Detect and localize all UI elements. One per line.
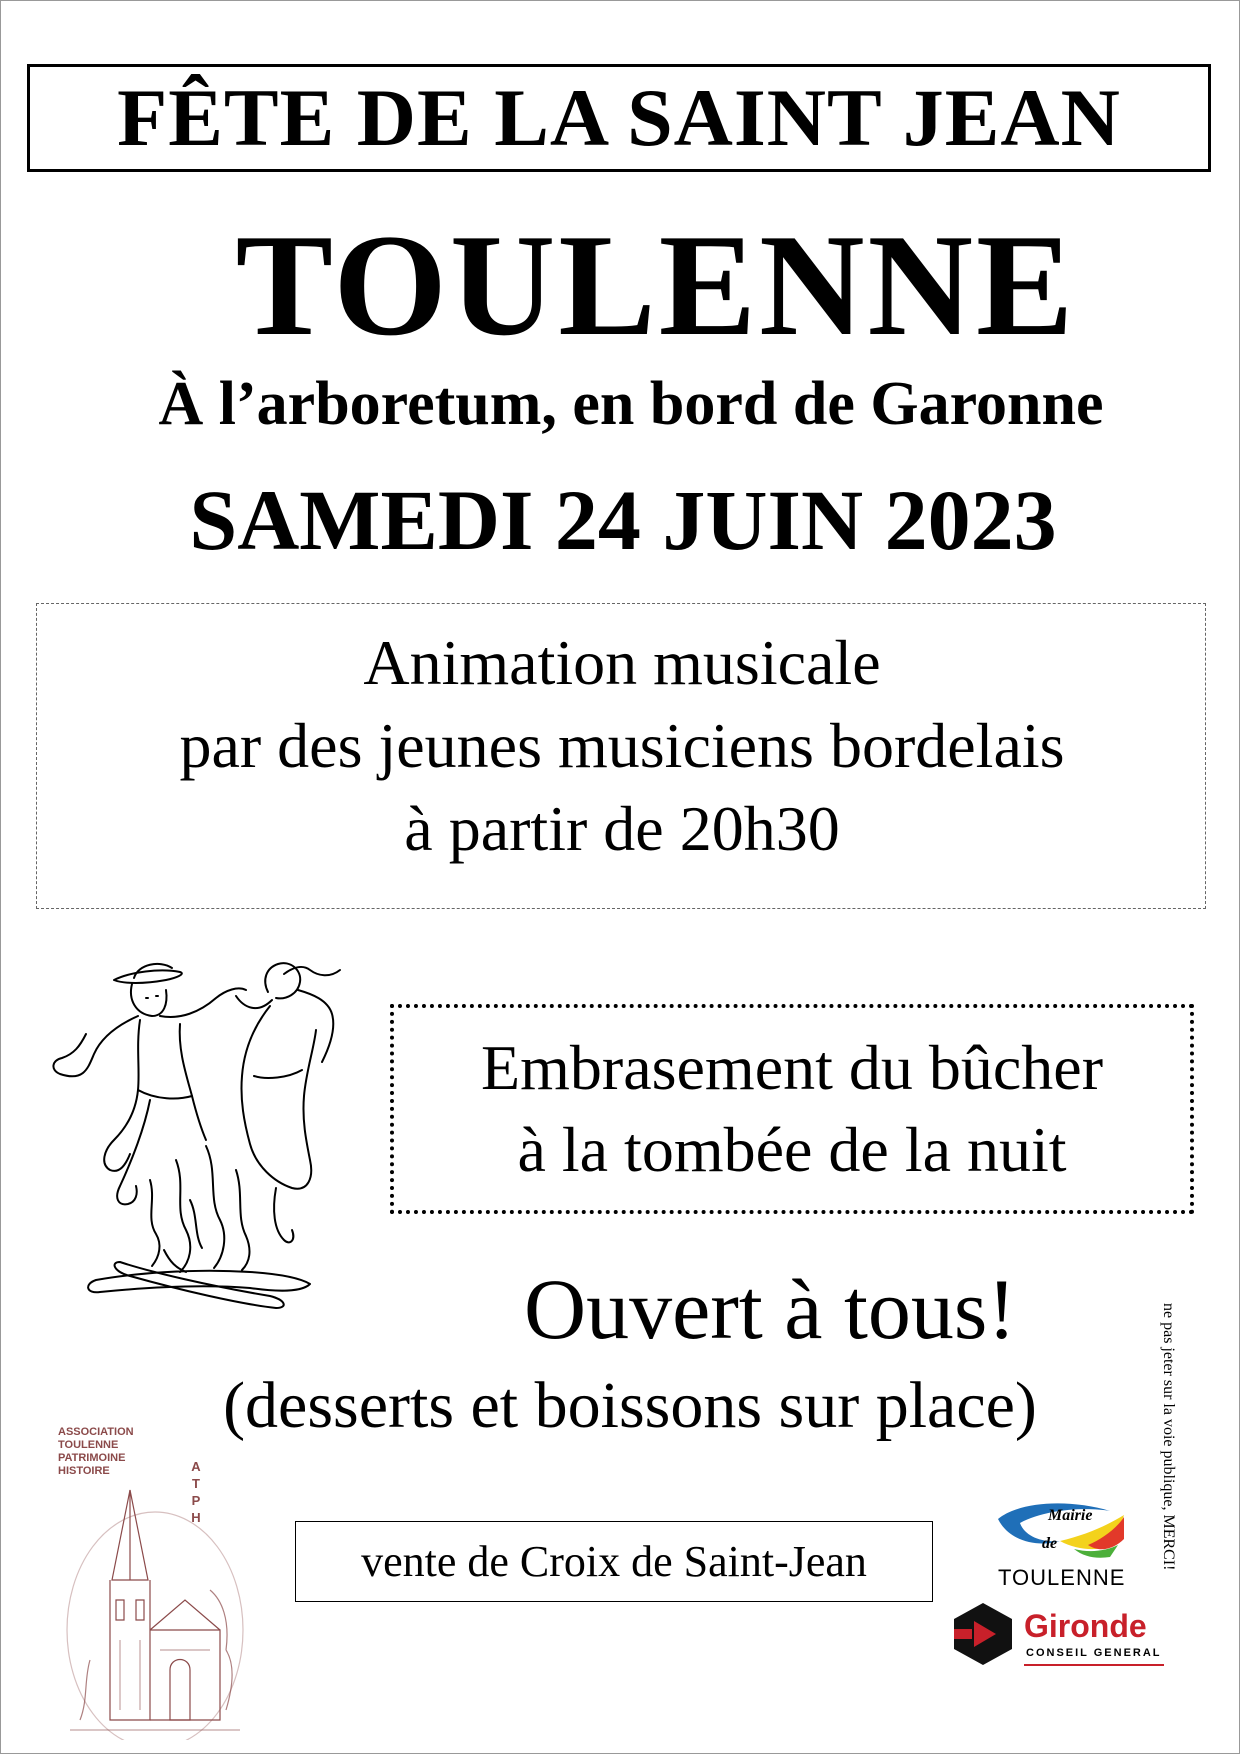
atph-letter-h: H (191, 1510, 201, 1525)
atph-line-3: PATRIMOINE (58, 1452, 126, 1464)
mairie-de-label: de (1042, 1535, 1058, 1552)
bonfire-line-1: Embrasement du bûcher (481, 1032, 1103, 1103)
side-note: ne pas jeter sur la voie publique, MERCI! (1160, 1303, 1177, 1571)
refreshments-note: (desserts et boissons sur place) (223, 1369, 1037, 1442)
gironde-name: Gironde (1024, 1608, 1147, 1644)
crosses-sale-text: vente de Croix de Saint-Jean (361, 1537, 867, 1586)
atph-line-1: ASSOCIATION (58, 1426, 134, 1438)
atph-line-4: HISTOIRE (58, 1465, 110, 1477)
event-location: À l’arboretum, en bord de Garonne (158, 370, 1104, 438)
town-name: TOULENNE (235, 204, 1077, 366)
mairie-swoosh-icon (990, 1495, 1130, 1565)
music-line-1: Animation musicale (363, 627, 881, 698)
bonfire-line-2: à la tombée de la nuit (517, 1114, 1067, 1185)
mairie-town-label: TOULENNE (998, 1565, 1126, 1590)
title-box (27, 64, 1211, 172)
music-line-2: par des jeunes musiciens bordelais (179, 710, 1065, 781)
open-to-all: Ouvert à tous! (524, 1261, 1016, 1357)
gironde-subtitle: CONSEIL GENERAL (1026, 1647, 1162, 1659)
gironde-logo (950, 1598, 1170, 1673)
gironde-underline (1024, 1664, 1164, 1666)
music-line-3: à partir de 20h30 (404, 793, 840, 864)
atph-letter-a: A (191, 1459, 201, 1474)
crosses-sale-box (295, 1521, 933, 1602)
event-title: FÊTE DE LA SAINT JEAN (117, 72, 1121, 163)
music-box (36, 603, 1206, 909)
event-date: SAMEDI 24 JUIN 2023 (189, 472, 1057, 568)
gironde-hexagon-icon (950, 1601, 1016, 1667)
atph-letter-p: P (191, 1493, 201, 1508)
church-drawing-icon (50, 1480, 260, 1740)
mairie-logo (990, 1495, 1130, 1595)
mairie-label: Mairie (1048, 1507, 1093, 1524)
bonfire-box (390, 1004, 1194, 1214)
atph-letter-t: T (192, 1476, 200, 1491)
dancers-bonfire-illustration (40, 950, 380, 1330)
atph-line-2: TOULENNE (58, 1439, 119, 1451)
atph-logo (50, 1420, 260, 1740)
